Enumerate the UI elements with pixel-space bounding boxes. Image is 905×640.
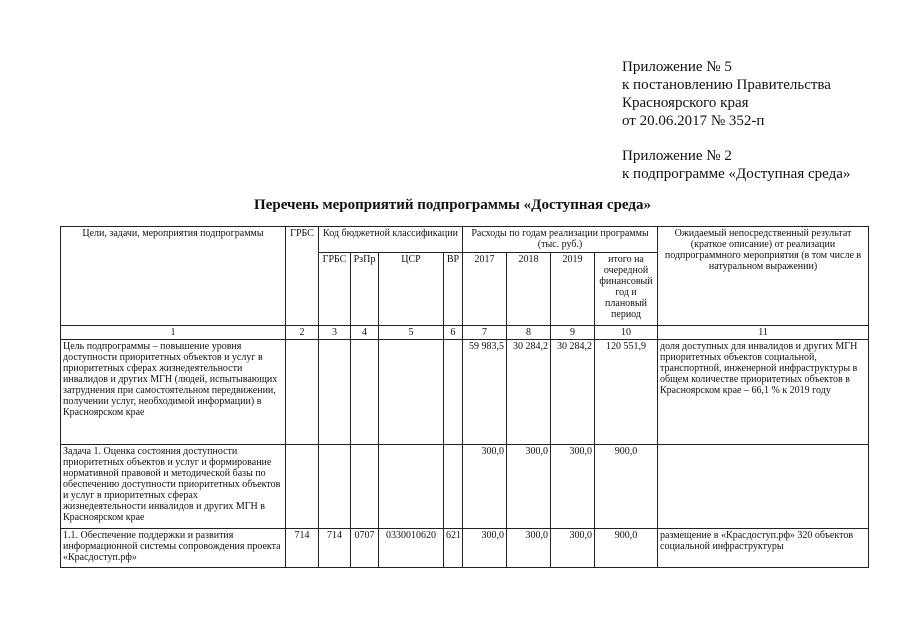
document-title: Перечень мероприятий подпрограммы «Доступная среда» <box>254 197 651 213</box>
col-number: 5 <box>379 326 444 340</box>
row-grbs <box>286 445 319 529</box>
col-number: 6 <box>444 326 463 340</box>
row-rzpr <box>351 340 379 445</box>
appendix-line: Приложение № 5 <box>622 59 732 75</box>
row-2018: 300,0 <box>507 445 551 529</box>
header-2019: 2019 <box>551 253 595 326</box>
measures-table <box>60 226 869 568</box>
row-total: 900,0 <box>595 445 658 529</box>
col-number: 1 <box>61 326 286 340</box>
header-grbs: ГРБС <box>286 227 319 326</box>
col-number: 7 <box>463 326 507 340</box>
row-vr: 621 <box>444 529 463 568</box>
row-grbs <box>286 340 319 445</box>
row-grbs2 <box>319 340 351 445</box>
header-goals: Цели, задачи, мероприятия подпрограммы <box>61 227 286 326</box>
header-total: итого на очередной финансовый год и плановый период <box>595 253 658 326</box>
row-2017: 59 983,5 <box>463 340 507 445</box>
row-name: Цель подпрограммы – повышение уровня доступности приоритетных объектов и услуг в приоритетных сферах жизнедеятельности инвалидов и других МГН (людей, испытывающих затруднения при самостоятельном передвижении, получении услуг, необходимой информации) в Красноярском крае <box>61 340 286 445</box>
row-2019: 300,0 <box>551 529 595 568</box>
col-number: 9 <box>551 326 595 340</box>
row-result: размещение в «Красдоступ.рф» 320 объектов социальной инфраструктуры <box>658 529 869 568</box>
appendix-block <box>622 58 850 183</box>
row-vr <box>444 445 463 529</box>
col-number: 8 <box>507 326 551 340</box>
appendix2-line: Приложение № 2 <box>622 148 732 164</box>
row-rzpr <box>351 445 379 529</box>
header-csr: ЦСР <box>379 253 444 326</box>
row-csr: 0330010620 <box>379 529 444 568</box>
header-vr: ВР <box>444 253 463 326</box>
appendix-line: к постановлению Правительства <box>622 77 831 93</box>
row-grbs: 714 <box>286 529 319 568</box>
row-csr <box>379 445 444 529</box>
row-vr <box>444 340 463 445</box>
table-row <box>61 445 869 529</box>
row-2019: 30 284,2 <box>551 340 595 445</box>
header-2017: 2017 <box>463 253 507 326</box>
row-rzpr: 0707 <box>351 529 379 568</box>
header-rzpr: РзПр <box>351 253 379 326</box>
header-budget-code: Код бюджетной классификации <box>319 227 463 253</box>
row-result <box>658 445 869 529</box>
header-result: Ожидаемый непосредственный результат (краткое описание) от реализации подпрограммного мероприятия (в том числе в натуральном выражении) <box>658 227 869 326</box>
row-total: 900,0 <box>595 529 658 568</box>
row-name: Задача 1. Оценка состояния доступности приоритетных объектов и услуг и формирование нормативной правовой и методической базы по обеспечению доступности приоритетных объектов и услуг в приоритетных сферах жизнедеятельности инвалидов и других МГН в Красноярском крае <box>61 445 286 529</box>
row-name: 1.1. Обеспечение поддержки и развития информационной системы сопровождения проекта «Красдоступ.рф» <box>61 529 286 568</box>
row-result: доля доступных для инвалидов и других МГН приоритетных объектов социальной, транспортной, инженерной инфраструктуры в общем количестве приоритетных объектов в Красноярском крае – 66,1 % к 2019 году <box>658 340 869 445</box>
row-grbs2 <box>319 445 351 529</box>
table-row <box>61 340 869 445</box>
col-number: 4 <box>351 326 379 340</box>
header-2018: 2018 <box>507 253 551 326</box>
col-number: 2 <box>286 326 319 340</box>
row-2018: 30 284,2 <box>507 340 551 445</box>
col-number: 3 <box>319 326 351 340</box>
col-number: 10 <box>595 326 658 340</box>
header-expenses: Расходы по годам реализации программы (тыс. руб.) <box>463 227 658 253</box>
appendix-line: от 20.06.2017 № 352-п <box>622 113 765 129</box>
appendix-line: Красноярского края <box>622 95 749 111</box>
row-csr <box>379 340 444 445</box>
row-2019: 300,0 <box>551 445 595 529</box>
table-row <box>61 529 869 568</box>
appendix2-line: к подпрограмме «Доступная среда» <box>622 166 851 182</box>
col-number: 11 <box>658 326 869 340</box>
row-2017: 300,0 <box>463 445 507 529</box>
row-total: 120 551,9 <box>595 340 658 445</box>
header-grbs2: ГРБС <box>319 253 351 326</box>
row-2017: 300,0 <box>463 529 507 568</box>
row-2018: 300,0 <box>507 529 551 568</box>
column-numbers-row <box>61 326 869 340</box>
row-grbs2: 714 <box>319 529 351 568</box>
